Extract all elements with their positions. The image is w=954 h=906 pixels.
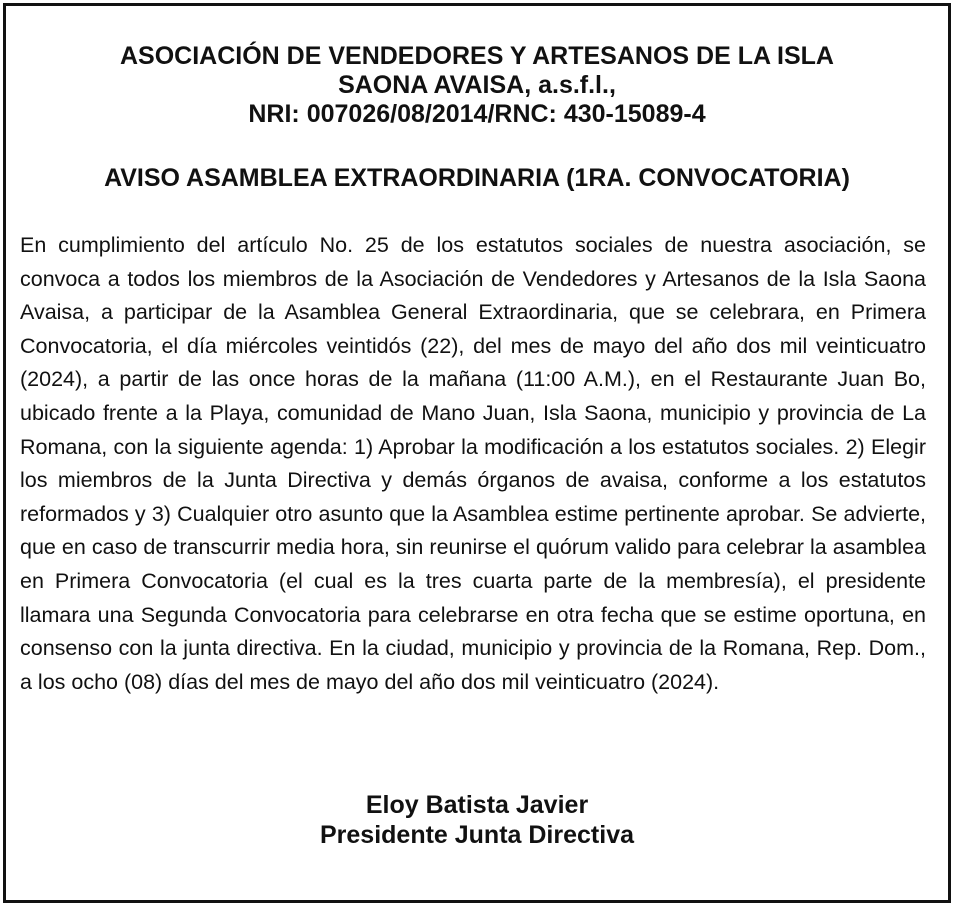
organization-name-line-1: ASOCIACIÓN DE VENDEDORES Y ARTESANOS DE LA ISLA <box>120 42 834 70</box>
notice-body: En cumplimiento del artículo No. 25 de los estatutos sociales de nuestra asociación, se convoca a todos los miembros de la Asociación de Vendedores y Artesanos de la Isla Saona Avaisa, a participar de la Asamblea General Extraordinaria, que se celebrara, en Primera Convocatoria, el día miércoles veintidós (22), del mes de mayo del año dos mil veinticuatro (2024), a partir de las once horas de la mañana (11:00 A.M.), en el Restaurante Juan Bo, ubicado frente a la Playa, comunidad de Mano Juan, Isla Saona, municipio y provincia de La Romana, con la siguiente agenda: 1) Aprobar la modificación a los estatutos sociales. 2) Elegir los miembros de la Junta Directiva y demás órganos de avaisa, conforme a los estatutos reformados y 3) Cualquier otro asunto que la Asamblea estime pertinente aprobar. Se advierte, que en caso de transcurrir media hora, sin reunirse el quórum valido para celebrar la asamblea en Primera Convocatoria (el cual es la tres cuarta parte de la membresía), el presidente llamara una Segunda Convocatoria para celebrarse en otra fecha que se estime oportuna, en consenso con la junta directiva. En la ciudad, municipio y provincia de la Romana, Rep. Dom., a los ocho (08) días del mes de mayo del año dos mil veinticuatro (2024). <box>20 233 926 694</box>
signer-name: Eloy Batista Javier <box>365 791 589 819</box>
signature-block <box>0 790 954 850</box>
organization-name-line-2: SAONA AVAISA, a.s.f.l., <box>338 71 616 99</box>
signer-role: Presidente Junta Directiva <box>319 821 634 849</box>
organization-header <box>0 42 954 129</box>
organization-registration: NRI: 007026/08/2014/RNC: 430-15089-4 <box>248 100 706 128</box>
notice-title: AVISO ASAMBLEA EXTRAORDINARIA (1RA. CONVOCATORIA) <box>104 164 850 192</box>
